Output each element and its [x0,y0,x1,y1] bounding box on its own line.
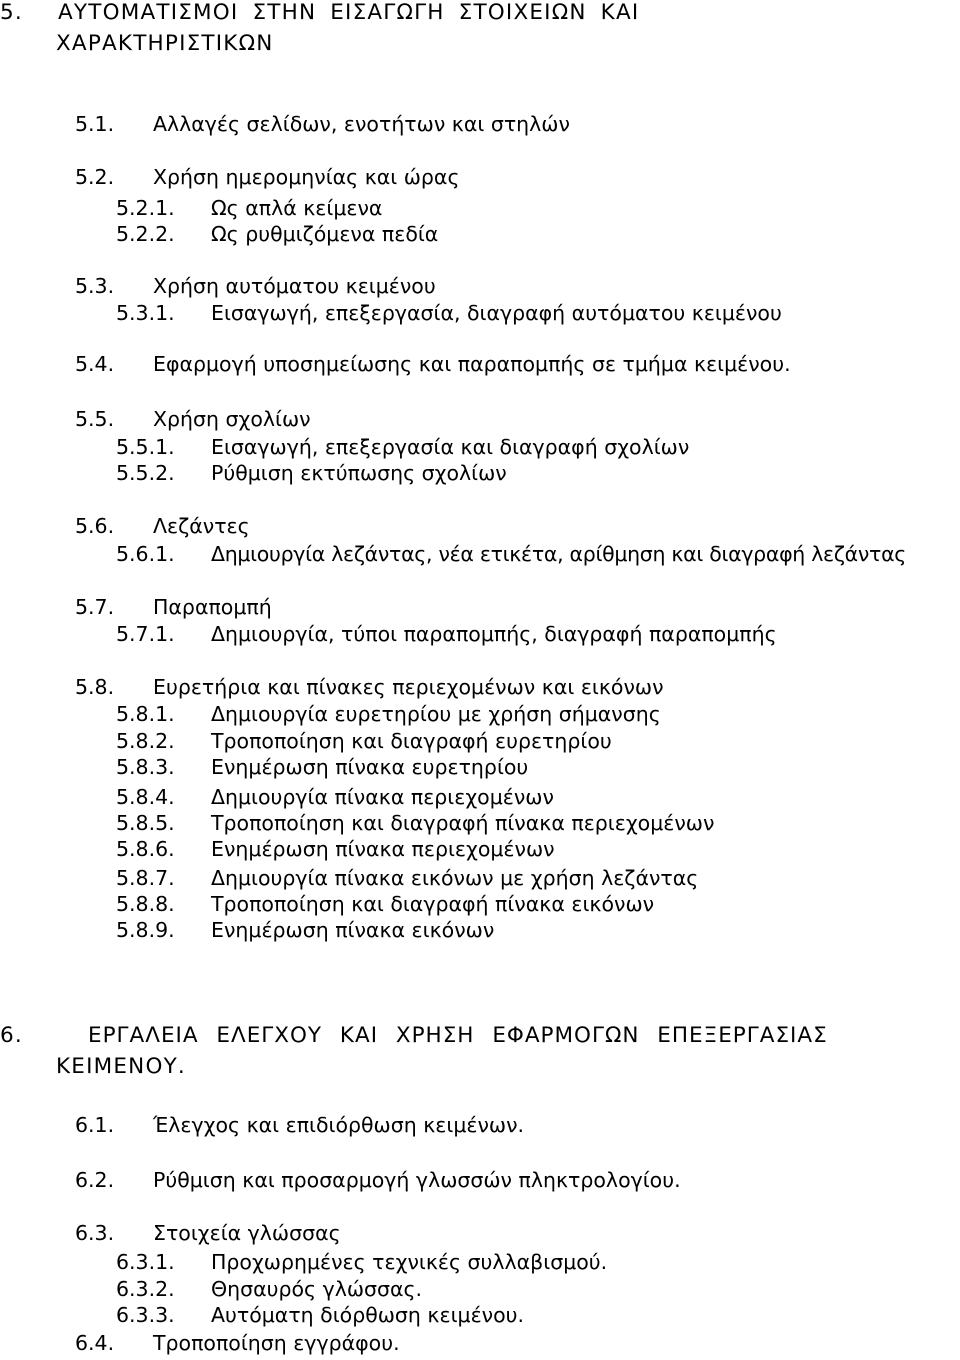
section-title: Ενημέρωση πίνακα περιεχομένων [211,837,555,861]
toc-entry [75,406,311,432]
section-number: 5.1. [75,112,115,136]
section-number: 6.1. [75,1113,115,1137]
section-number: 6.3.3. [116,1303,175,1327]
chapter-number: 5. [0,0,23,25]
section-number: 5.8.2. [116,729,175,753]
toc-entry [75,351,791,377]
section-title: Ενημέρωση πίνακα ευρετηρίου [211,755,529,779]
section-number: 5.7.1. [116,622,175,646]
section-number: 5.3.1. [116,301,175,325]
section-number: 5.6.1. [116,542,175,566]
toc-entry [75,674,664,700]
chapter-title: ΧΑΡΑΚΤΗΡΙΣΤΙΚΩΝ [56,31,274,56]
toc-entry [116,221,439,247]
section-title: Παραπομπή [153,595,272,619]
toc-entry [116,701,661,727]
chapter-title: ΚΕΙΜΕΝΟΥ. [56,1054,186,1079]
toc-entry [116,728,612,754]
toc-entry [75,513,250,539]
section-title: Ως ρυθμιζόμενα πεδία [211,222,439,246]
toc-entry [116,621,777,647]
section-title: Έλεγχος και επιδιόρθωση κειμένων. [153,1113,525,1137]
toc-entry [75,1330,400,1356]
toc-entry [116,195,383,221]
toc-entry [75,594,272,620]
toc-entry [116,300,782,326]
section-number: 5.8.8. [116,892,175,916]
section-title: Ρύθμιση εκτύπωσης σχολίων [211,461,507,485]
section-number: 5.5. [75,407,115,431]
section-number: 5.8. [75,675,115,699]
section-number: 5.7. [75,595,115,619]
section-number: 5.8.7. [116,866,175,890]
section-title: Ρύθμιση και προσαρμογή γλωσσών πληκτρολογίου. [153,1168,681,1192]
section-title: Θησαυρός γλώσσας. [211,1277,423,1301]
section-title: Τροποποίηση και διαγραφή πίνακα περιεχομένων [211,811,715,835]
section-title: Δημιουργία, τύποι παραπομπής, διαγραφή παραπομπής [211,622,777,646]
chapter-title: ΑΥΤΟΜΑΤΙΣΜΟΙ ΣΤΗΝ ΕΙΣΑΓΩΓΗ ΣΤΟΙΧΕΙΩΝ ΚΑΙ [58,0,640,25]
section-number: 5.6. [75,514,115,538]
toc-entry [116,754,529,780]
toc-entry [75,164,460,190]
section-title: Τροποποίηση και διαγραφή ευρετηρίου [211,729,612,753]
section-title: Δημιουργία λεζάντας, νέα ετικέτα, αρίθμηση και διαγραφή λεζάντας [211,542,907,566]
section-number: 5.8.1. [116,702,175,726]
toc-entry [116,917,495,943]
toc-entry [116,541,907,567]
section-title: Εισαγωγή, επεξεργασία και διαγραφή σχολίων [211,435,690,459]
section-title: Στοιχεία γλώσσας [153,1221,341,1245]
section-title: Τροποποίηση εγγράφου. [153,1331,400,1355]
chapter-heading-continued [56,1054,186,1080]
section-number: 5.2. [75,165,115,189]
toc-entry [116,865,699,891]
section-title: Χρήση σχολίων [153,407,311,431]
toc-entry [75,1112,525,1138]
toc-entry [75,111,570,137]
toc-entry [116,784,554,810]
section-title: Προχωρημένες τεχνικές συλλαβισμού. [211,1250,608,1274]
section-number: 6.4. [75,1331,115,1355]
section-number: 5.8.3. [116,755,175,779]
chapter-number: 6. [0,1023,23,1048]
toc-entry [116,810,715,836]
section-title: Ενημέρωση πίνακα εικόνων [211,918,495,942]
section-number: 5.8.4. [116,785,175,809]
toc-entry [116,1302,525,1328]
toc-entry [116,891,655,917]
section-title: Λεζάντες [153,514,250,538]
toc-entry [75,1167,681,1193]
toc-entry [116,1249,608,1275]
chapter-title: ΕΡΓΑΛΕΙΑ ΕΛΕΓΧΟΥ ΚΑΙ ΧΡΗΣΗ ΕΦΑΡΜΟΓΩΝ ΕΠΕΞΕΡΓΑΣΙΑΣ [88,1023,828,1048]
section-number: 5.2.1. [116,196,175,220]
section-title: Χρήση ημερομηνίας και ώρας [153,165,460,189]
chapter-heading-continued [56,31,273,57]
section-number: 5.3. [75,274,115,298]
section-title: Δημιουργία πίνακα περιεχομένων [211,785,554,809]
section-number: 6.3.1. [116,1250,175,1274]
toc-entry [116,460,507,486]
section-number: 5.8.5. [116,811,175,835]
section-title: Αλλαγές σελίδων, ενοτήτων και στηλών [153,112,570,136]
toc-entry [75,1220,341,1246]
section-title: Ως απλά κείμενα [211,196,383,220]
section-title: Τροποποίηση και διαγραφή πίνακα εικόνων [211,892,655,916]
section-number: 6.3. [75,1221,115,1245]
toc-entry [75,273,436,299]
section-title: Αυτόματη διόρθωση κειμένου. [211,1303,525,1327]
section-number: 5.5.2. [116,461,175,485]
section-number: 5.8.6. [116,837,175,861]
toc-entry [116,836,555,862]
section-title: Χρήση αυτόματου κειμένου [153,274,436,298]
section-number: 5.2.2. [116,222,175,246]
section-title: Δημιουργία ευρετηρίου με χρήση σήμανσης [211,702,661,726]
section-number: 5.8.9. [116,918,175,942]
section-number: 5.5.1. [116,435,175,459]
section-number: 6.3.2. [116,1277,175,1301]
section-title: Εφαρμογή υποσημείωσης και παραπομπής σε τμήμα κειμένου. [153,352,791,376]
section-number: 6.2. [75,1168,115,1192]
toc-entry [116,434,690,460]
section-title: Ευρετήρια και πίνακες περιεχομένων και εικόνων [153,675,664,699]
toc-entry [116,1276,423,1302]
section-number: 5.4. [75,352,115,376]
section-title: Εισαγωγή, επεξεργασία, διαγραφή αυτόματου κειμένου [211,301,782,325]
section-title: Δημιουργία πίνακα εικόνων με χρήση λεζάντας [211,866,699,890]
